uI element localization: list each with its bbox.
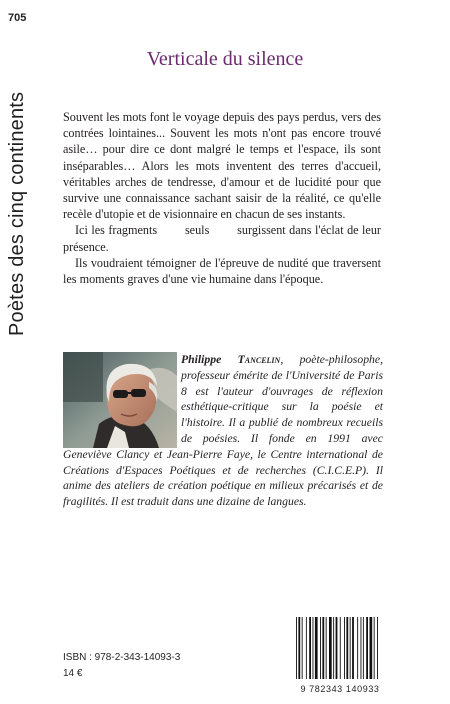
spine <box>0 0 56 704</box>
barcode <box>292 617 388 687</box>
barcode-bar <box>357 617 358 679</box>
barcode-bar <box>329 617 332 679</box>
back-cover-blurb <box>63 109 385 287</box>
barcode-bar <box>296 617 297 679</box>
barcode-bar <box>361 617 362 679</box>
barcode-bar <box>315 617 318 679</box>
barcode-bar <box>326 617 327 679</box>
author-first-name: Philippe <box>181 353 222 366</box>
author-surname: Tancelin <box>237 353 281 366</box>
price: 14 € <box>63 668 83 679</box>
barcode-bar <box>309 617 311 679</box>
barcode-bar <box>340 617 341 679</box>
barcode-bar <box>320 617 321 679</box>
barcode-bar <box>306 617 307 679</box>
barcode-bar <box>366 617 368 679</box>
blurb-paragraph: Ils voudraient témoigner de l'épreuve de nudité que traversent les moments graves d'une vie humaine dans l'époque. <box>63 255 381 287</box>
barcode-bar <box>350 617 351 679</box>
barcode-bar <box>352 617 354 679</box>
barcode-bar <box>302 617 303 679</box>
collection-name: Poètes des cinq continents <box>6 91 28 336</box>
barcode-bar <box>336 617 338 679</box>
barcode-bar <box>333 617 334 679</box>
barcode-bar <box>298 617 300 679</box>
barcode-bar <box>374 617 375 679</box>
barcode-bar <box>377 617 378 679</box>
barcode-bar <box>344 617 345 679</box>
author-bio-text: , poète-philosophe, professeur émérite de l'Université de Paris 8 est l'auteur d'ouvrages de réflexion esthétique-critique sur la poésie et l'histoire. Il a publié de nombreux recueils de poésies. Il fonde en 1991 avec Geneviève Clancy et Jean-Pierre Faye, le Centre international de Créations d'Espaces Poétiques et de recherches (C.I.C.E.P). Il anime des ateliers de création poétique en milieux précarisés et de fragilités. Il est traduit dans une dizaine de langues. <box>63 353 383 509</box>
barcode-bar <box>363 617 364 679</box>
collection-number: 705 <box>8 12 27 24</box>
barcode-number: 9 782343 140933 <box>300 684 380 694</box>
book-title: Verticale du silence <box>146 48 304 70</box>
barcode-bar <box>370 617 373 679</box>
photo-spacer <box>63 352 181 446</box>
isbn: ISBN : 978-2-343-14093-3 <box>63 652 181 663</box>
barcode-bar <box>322 617 324 679</box>
barcode-bar <box>346 617 348 679</box>
author-bio <box>63 352 383 510</box>
blurb-paragraph: Ici les fragments seuls surgissent dans l'éclat de leur présence. <box>63 223 385 254</box>
blurb-paragraph: Souvent les mots font le voyage depuis des pays perdus, vers des contrées lointaines... Souvent les mots n'ont pas encore trouvé asile… pour dire ce dont malgré le temps et l'espace, ils sont inséparables… Alors les mots inventent des terres d'accueil, véritables arches de tendresse, d'amour et de lucidité pour que survive une connaissance sachant saisir de la réalité, ce qu'elle recèle d'utopie et de visionnaire en chacun de ses instants. <box>63 110 381 222</box>
barcode-bar <box>313 617 314 679</box>
